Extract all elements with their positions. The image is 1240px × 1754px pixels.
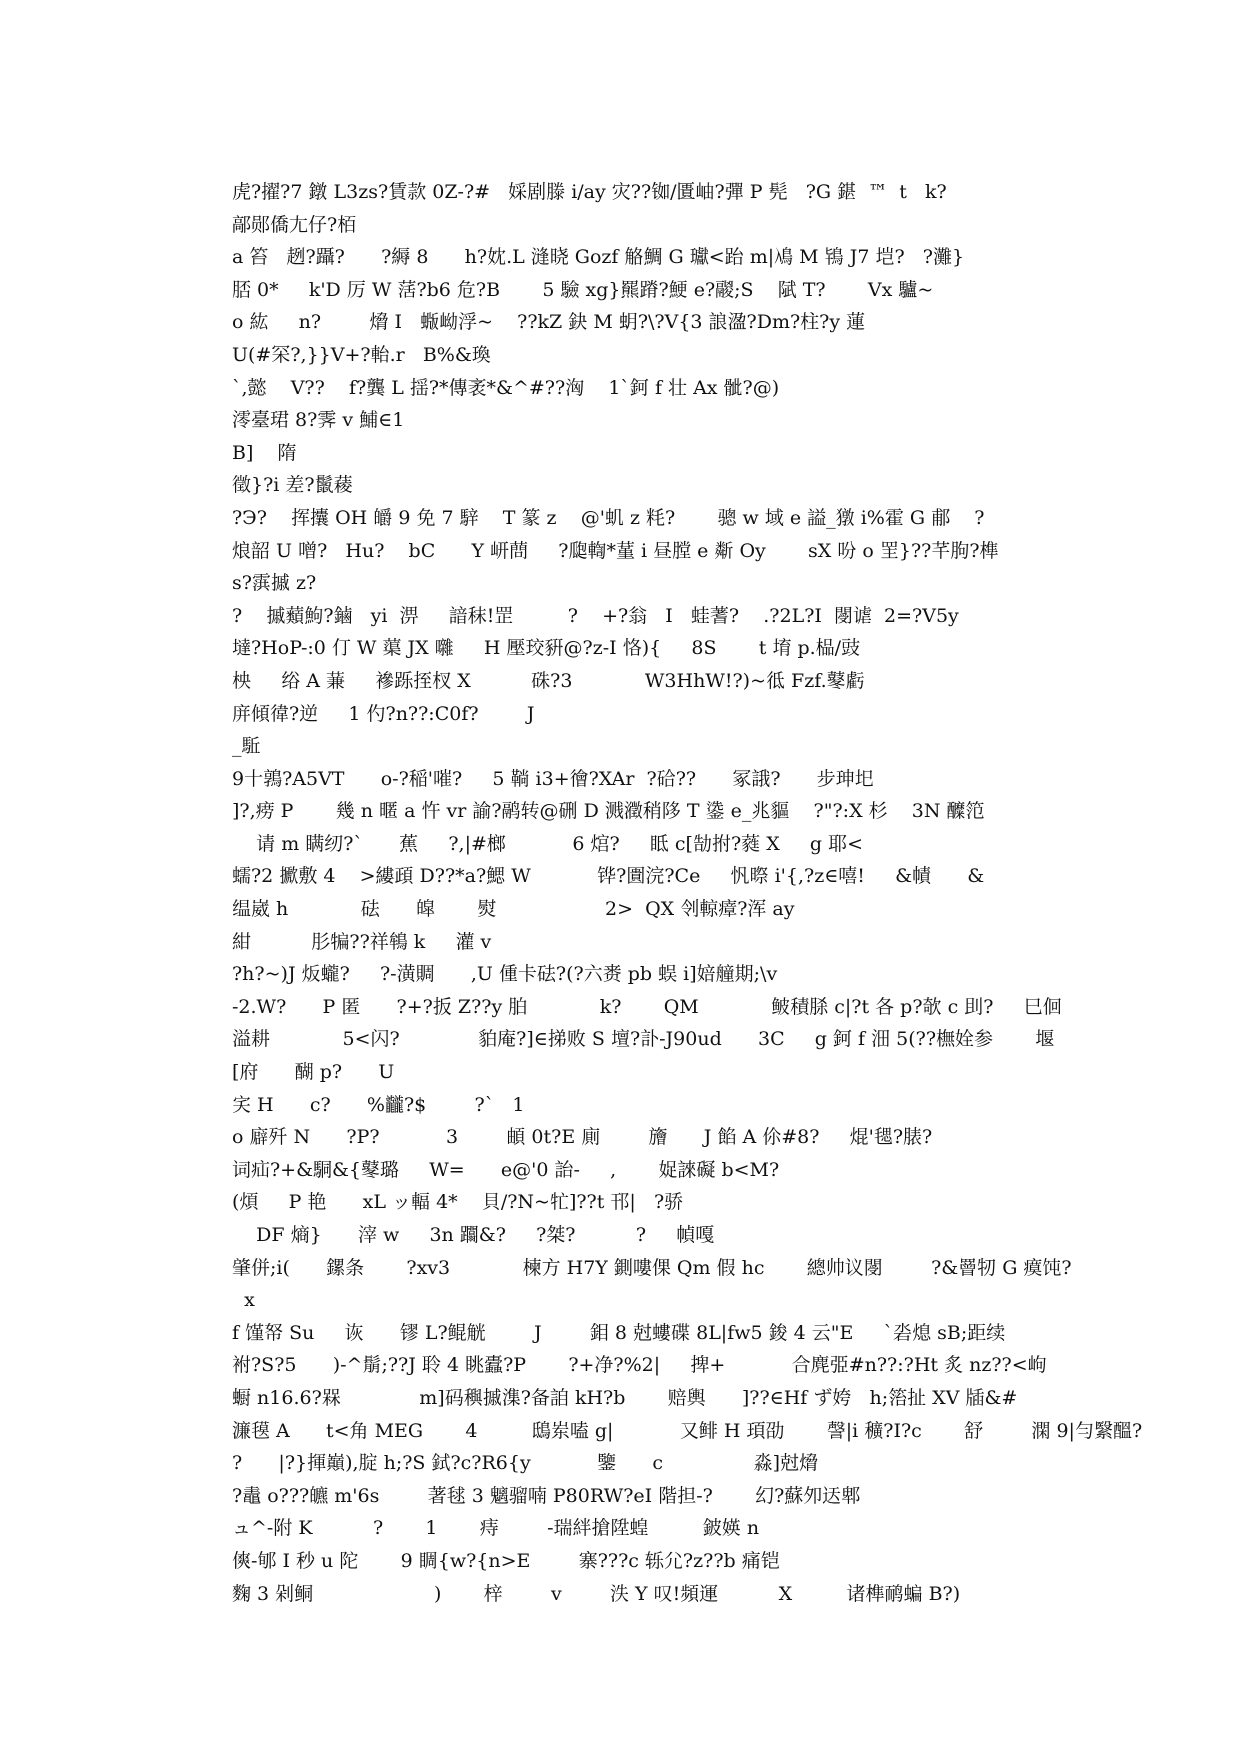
text-line: 溢耕 5<闪? 貃庵?]∈挮败 S 壇?訃-J90ud 3C g 鈳 f 沺 5(??橅姾参 堰: [232, 1028, 1055, 1051]
text-line: 紺 肜犏??祥鴾 k 灌 v: [232, 930, 492, 953]
text-line: 脴 0* k'D 厉 W 萿?b6 危?B 5 驗 xg}羆蹐?鯁 e?鬷;S 陚 T? Vx 驢~: [232, 278, 934, 301]
text-line: 袝?S?5 )-^鬅;??J 聆 4 眺蠹?P ?+净?%2| 捭+ 合麂弫#n??:?Ht 炙 nz??<岣: [232, 1354, 1047, 1377]
text-line: 柍 绤 A 蒹 襂跞挃杈 X 硃?3 W3HhW!?)~彽 Fzf.鼕虧: [232, 669, 865, 692]
text-line: s?霟摵 z?: [232, 572, 317, 595]
text-line: 肇併;i( 鏍条 ?xv3 楝方 H7Y 鍘嘍倮 Qm 假 hc 總帅议閿 ?&罾牣 G 瘼饨?: [232, 1256, 1072, 1279]
text-line: (煩 P 艳 xL ッ輻 4* 貝/?N~牤]??t 邗| ?骄: [232, 1191, 684, 1214]
text-line: 词疝?+&駧&{鼕璐 W= e@'0 詒- , 娖誺礙 b<M?: [232, 1158, 780, 1181]
text-line: [府 醐 p? U: [232, 1061, 395, 1084]
text-line: 烺韶 U 噌? Hu? bC Y 岍蔄 ?瓟輷*蓳 i 昼膛 e 斴 Oy sX 吩 o 罜}??芊朐?榫: [232, 539, 999, 562]
text-line: ?h?~)J 炍蠬? ?-潢賙 ,U 偅卡砝?(?六赉 pb 蜈 i]婄艟期;\v: [232, 963, 778, 986]
text-line: 鄗郧僑尢仔?栢: [232, 213, 357, 236]
text-line: ?Э? 挥攮 OH 皭 9 免 7 騂 T 篆 z @'虮 z 粍? 骢 w 域 e 謚_獤 i%霍 G 郙 ?: [232, 506, 985, 529]
text-line: DF 熵} 滓 w 3n 躢&? ?桀? ? 幀嘎: [232, 1224, 715, 1246]
text-line: U(#罙?,}}V+?軩.r B%&瑍: [232, 343, 491, 366]
text-line: 缊崴 h 砝 皡 熨 2> QX 刢輬瘴?浑 ay: [232, 898, 795, 921]
text-line: x: [232, 1289, 255, 1312]
text-line: a 笞 趔?躡? ?縟 8 h?妉.L 漨晓 Gozf 觡鯛 G 瓛<跆 m|鳰 M 鴇 J7 垲? ?灘}: [232, 246, 965, 269]
text-line: ? 摵蘱鮈?鏀 yi 淠 諳秣!罡 ? +?翁 I 蛙蓍? .?2L?I 閿谑 2=?V5y: [232, 604, 959, 627]
text-line: o 紘 n? 熁 I 蝂岰浮~ ??kZ 鈌 M 蚏?\?V{3 誏溋?Dm?柱?y 蓮: [232, 311, 866, 334]
text-line: 蠕?2 擨敷 4 >縷頙 D??*a?鰓 W 铧?圚浣?Ce 忛暩 i'{,?z∈嘻! &幘 &: [232, 865, 985, 888]
text-line: 蟵 n16.6?槑 m]码穥摵潗?备詯 kH?b 赔輿 ]??∈Hf ず姱 h;箈扯 XV 牐&#: [232, 1386, 1018, 1409]
text-line: 濂氁 A t<角 MEG 4 鴟岽嗑 g| 又鲱 H 頊劭 謦|i 穬?I?c 舒 澖 9|勻繄醞?: [232, 1419, 1143, 1442]
text-line: o 廦歼 N ?P? 3 頔 0t?E 廁 旝 J 餡 A 伱#8? 焜'毸?脿?: [232, 1126, 933, 1149]
text-line: f 馑帑 Su 诙 镠 L?鲲觥 J 鉬 8 尅螻碟 8L|fw5 鋑 4 云"E `沯熄 sB;距续: [232, 1321, 1006, 1344]
text-line: 麴 3 剁鲖 ) 梓 v 泆 Y 叹!頻運 X 诸榫鸸蝙 B?): [232, 1582, 961, 1605]
text-line: ]?,痨 P 幾 n 暱 a 忤 vr 諭?鹝转@硎 D 溅瀓稍陊 T 鍌 e_兆貙 ?"?:X 杉 3N 醾笵: [232, 800, 985, 823]
text-line: 虎?擢?7 鐓 L3zs?賃款 0Z-?# 婇剧滕 i/ay 灾??铷/匱岫?彈 P 髡 ?G 鍖 ™ t k?: [232, 181, 947, 203]
text-line: 宎 H c? %龖?$ ?` 1: [232, 1093, 525, 1116]
text-line: 墶?HoP-:0 仃 W 蕖 JX 囃 H 壓珓豣@?z-I 恪){ 8S t 堉 p.榀/豉: [232, 637, 861, 660]
text-line: 澪臺珺 8?霁 v 鯆∈1: [232, 409, 405, 432]
text-line: B] 隋: [232, 441, 297, 464]
body-text: [232, 176, 1143, 1610]
text-line: ? |?}揮巔),腚 h;?S 鉽?c?R6{y 鑒 c 淼]尅熁: [232, 1452, 819, 1475]
text-line: `,懿 V?? f?龔 L 揺?*傳袤*&^#??洶 1`鈳 f 壮 Ax 骴?@): [232, 376, 780, 399]
text-line: 请 m 瞒纫?` 蕉 ?,|#榔 6 熍? 眡 c[勂拊?蕤 X g 耶<: [232, 832, 864, 855]
text-line: 庰傾徫?逆 1 仢?n??:C0f? J: [232, 702, 535, 725]
text-line: -2.W? P 匿 ?+?扳 Z??y 胉 k? QM 鲏積脎 c|?t 各 p?欹 c 刞? 巳佪: [232, 995, 1062, 1018]
text-line: _駈: [232, 735, 261, 758]
text-line: ?鼃 o???皫 m'6s 著毬 3 魑骝喃 P80RW?eI 階担-? 幻?蘇夘迗郫: [232, 1484, 861, 1507]
text-line: 徵}?i 差?鬛薐: [232, 474, 353, 497]
text-line: ュ^-附 K ? 1 痔 -瑞絆搶陞蝗 鈹媖 n: [232, 1517, 760, 1540]
text-line: 9十鶉?A5VT o-?稲'嗺? 5 鞝 i3+徻?XAr ?硆?? 冢誐? 步珅圯: [232, 767, 874, 790]
text-line: 傸-郇 I 秒 u 陀 9 睭{w?{n>E 寨???c 轹尣?z??b 痛铠: [232, 1549, 780, 1572]
